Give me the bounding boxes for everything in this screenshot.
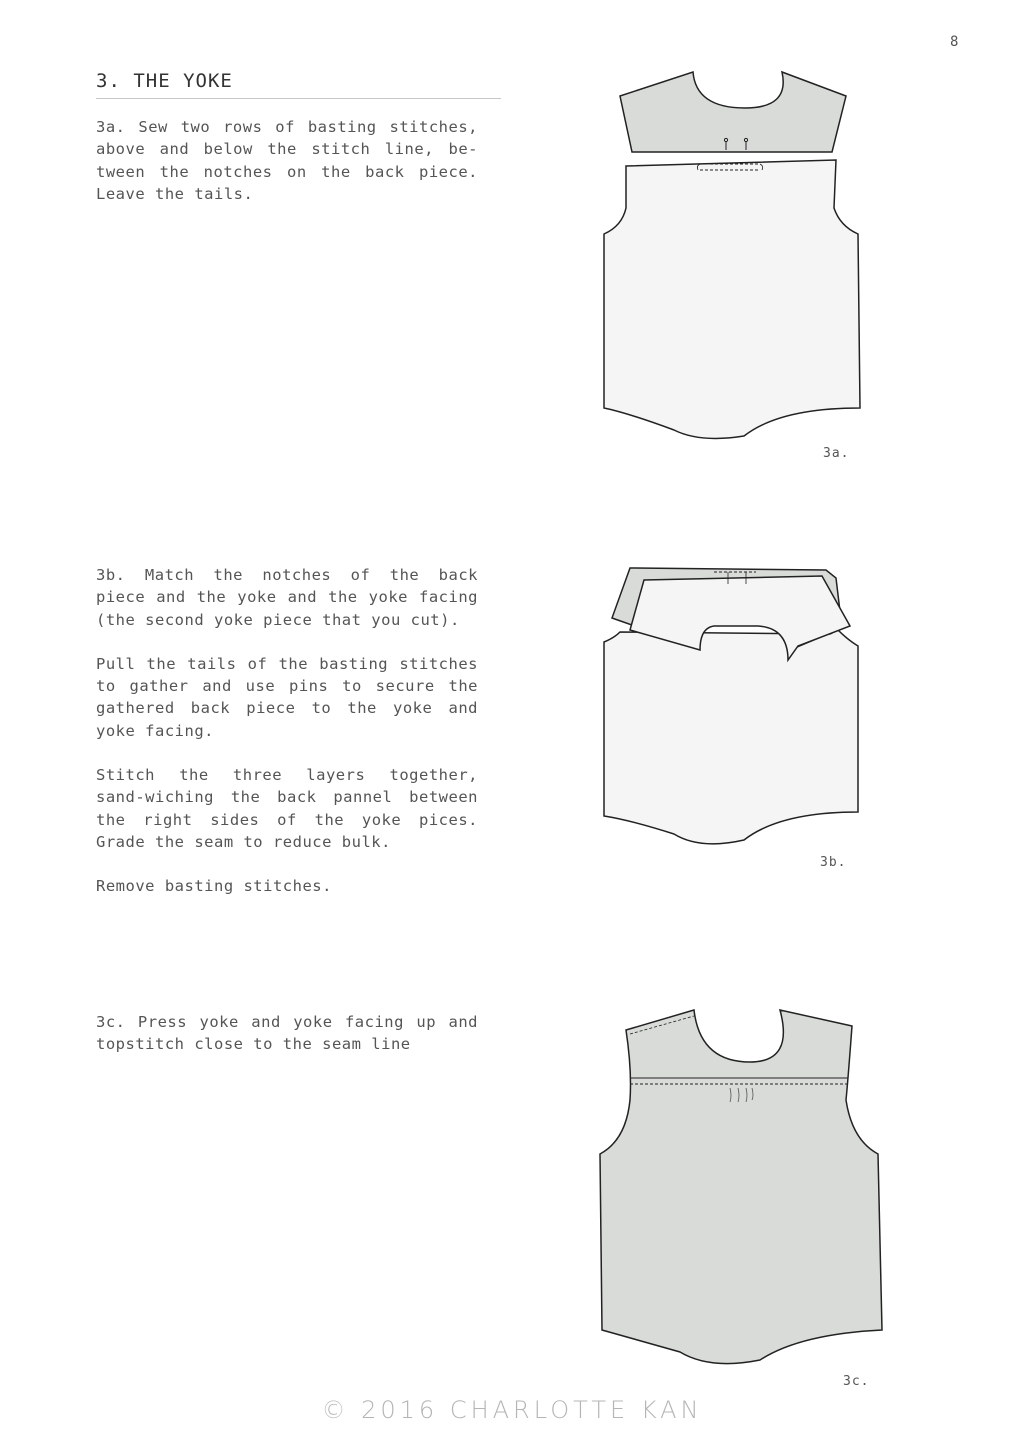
illustration-3b xyxy=(590,560,870,852)
illustration-3c xyxy=(590,1000,890,1368)
copyright-footer: © 2016 CHARLOTTE KAN xyxy=(321,1396,703,1424)
step-3c-text xyxy=(96,1011,478,1056)
section-title: 3. THE YOKE xyxy=(96,70,233,92)
yoke-piece xyxy=(620,72,846,152)
back-piece xyxy=(604,160,860,438)
figure-label-3a: 3a. xyxy=(823,446,850,461)
step-3b-text xyxy=(96,564,478,898)
step-3b-paragraph-3: Stitch the three layers together, sand-wiching the back pannel between the right sides of the yoke pices. Grade the seam to reduce bulk. xyxy=(96,766,478,851)
step-3a-paragraph-1: 3a. Sew two rows of basting stitches, above and below the stitch line, be-tween the notches on the back piece. Leave the tails. xyxy=(96,118,478,203)
step-3c-paragraph-1: 3c. Press yoke and yoke facing up and topstitch close to the seam line xyxy=(96,1013,478,1054)
illustration-3a xyxy=(590,68,870,448)
page-number: 8 xyxy=(950,34,959,50)
step-3b-paragraph-4: Remove basting stitches. xyxy=(96,877,332,896)
step-3b-paragraph-2: Pull the tails of the basting stitches to gather and use pins to secure the gathered back piece to the yoke and yoke facing. xyxy=(96,654,478,740)
step-3b-paragraph-1: 3b. Match the notches of the back piece and the yoke and the yoke facing (the second yoke piece that you cut). xyxy=(96,566,478,629)
figure-label-3c: 3c. xyxy=(843,1374,870,1389)
back-piece xyxy=(604,630,858,844)
finished-back xyxy=(600,1010,882,1364)
step-3a-text xyxy=(96,116,478,205)
figure-label-3b: 3b. xyxy=(820,855,847,870)
title-underline xyxy=(96,98,501,99)
